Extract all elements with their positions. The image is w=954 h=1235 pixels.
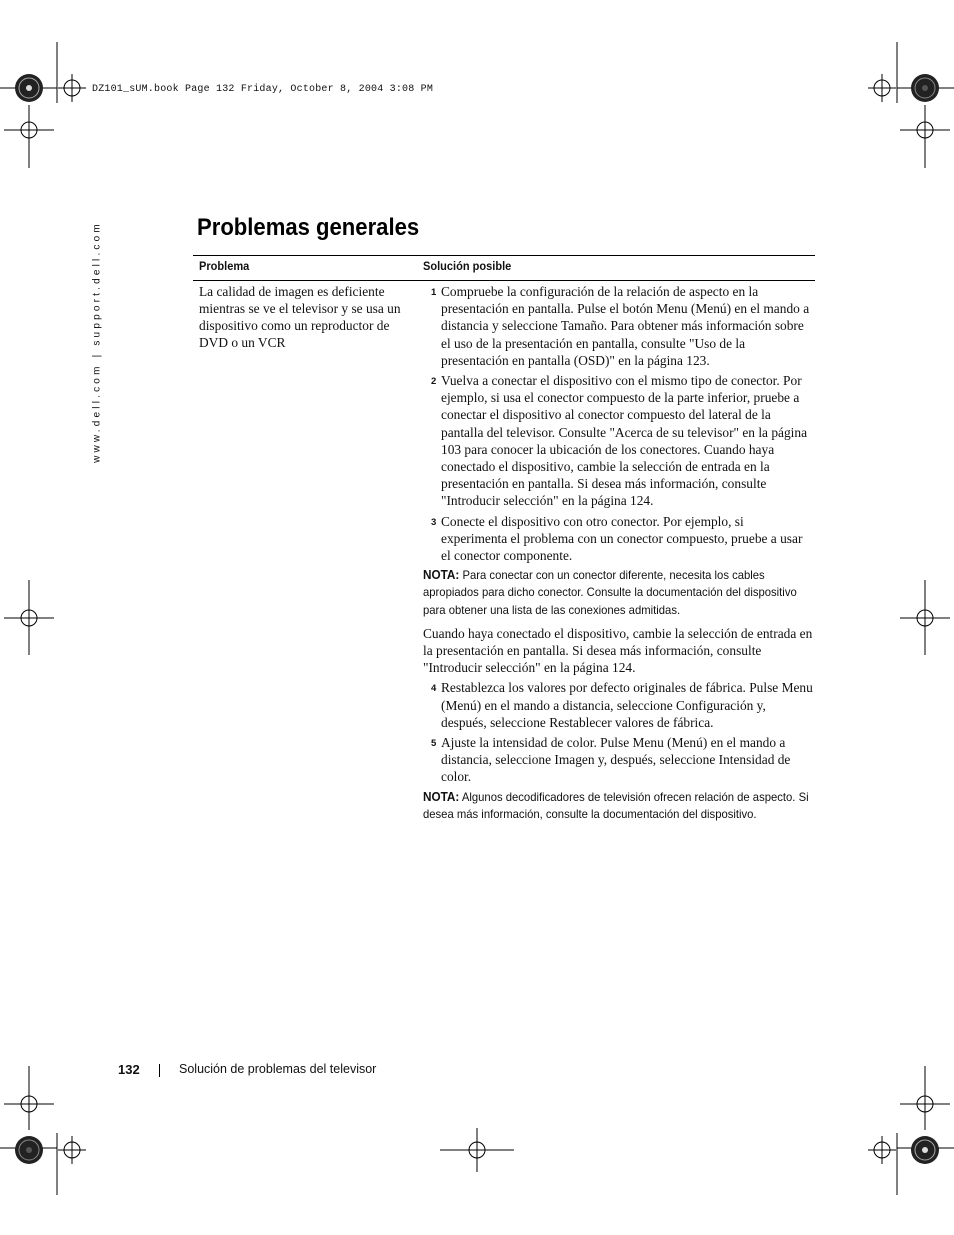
side-url: www.dell.com | support.dell.com [91, 221, 103, 463]
table-header-rule [193, 280, 815, 281]
step-text: Restablezca los valores por defecto originales de fábrica. Pulse Menu (Menú) en el mando a distancia, seleccione Configuración y, después, seleccione Restablecer valores de fábrica. [441, 680, 813, 730]
step-number: 1 [431, 287, 437, 298]
book-header: DZ101_sUM.book Page 132 Friday, October 8, 2004 3:08 PM [92, 84, 434, 95]
step-number: 2 [431, 376, 437, 388]
page-number: 132 [118, 1062, 140, 1077]
solution-cell [423, 283, 813, 829]
step-text: Conecte el dispositivo con otro conector. Por ejemplo, si experimenta el problema con un conector compuesto, pruebe a usar el conector componente. [441, 513, 803, 564]
note [423, 567, 813, 619]
step-number: 5 [431, 738, 437, 750]
column-header-problem: Problema [199, 259, 250, 273]
step-text: Ajuste la intensidad de color. Pulse Menu (Menú) en el mando a distancia, seleccione Imagen y, después, seleccione Intensidad de color. [441, 735, 791, 785]
problem-cell: La calidad de imagen es deficiente mientras se ve el televisor y se usa un dispositivo como un reproductor de DVD o un VCR [199, 284, 401, 350]
note-label: NOTA: [423, 568, 460, 583]
solution-step [423, 283, 813, 369]
step-number: 3 [431, 516, 437, 528]
note-text: Algunos decodificadores de televisión ofrecen relación de aspecto. Si desea más información, consulte la documentación del dispositivo. [423, 789, 809, 821]
step-text: Compruebe la configuración de la relación de aspecto en la presentación en pantalla. Pulse el botón Menu (Menú) en el mando a distancia y seleccione Tamaño. Para obtener más información sobre el uso de la presentación en pantalla, consulte "Uso de la presentación en pantalla (OSD)" en la página 123. [441, 284, 810, 368]
solution-step [423, 513, 813, 565]
note [423, 789, 813, 823]
solution-step [423, 372, 813, 510]
page-title: Problemas generales [197, 214, 420, 241]
note-label: NOTA: [423, 789, 460, 804]
step-number: 4 [431, 683, 437, 695]
step-text: Vuelva a conectar el dispositivo con el mismo tipo de conector. Por ejemplo, si usa el conector compuesto de la parte inferior, pruebe a conectar el dispositivo al conector compuesto del lateral de la pantalla del televisor. Consulte "Acerca de su televisor" en la página 103 para conocer la ubicación de los conectores. Cuando haya conectado el dispositivo, cambie la selección de entrada en la presentación en pantalla. Si desea más información, consulte "Introducir selección" en la página 124. [441, 373, 808, 509]
solution-step [423, 679, 813, 731]
footer-separator [159, 1064, 160, 1077]
column-header-solution: Solución posible [423, 259, 512, 273]
footer-section-title: Solución de problemas del televisor [179, 1062, 377, 1076]
table-top-rule [193, 255, 815, 256]
solution-paragraph: Cuando haya conectado el dispositivo, cambie la selección de entrada en la presentación en pantalla. Si desea más información, consulte "Introducir selección" en la página 124. [423, 625, 813, 676]
note-text: Para conectar con un conector diferente, necesita los cables apropiados para dicho conector. Consulte la documentación del dispositivo para obtener una lista de las conexiones admitidas. [423, 568, 797, 617]
solution-step [423, 734, 813, 786]
